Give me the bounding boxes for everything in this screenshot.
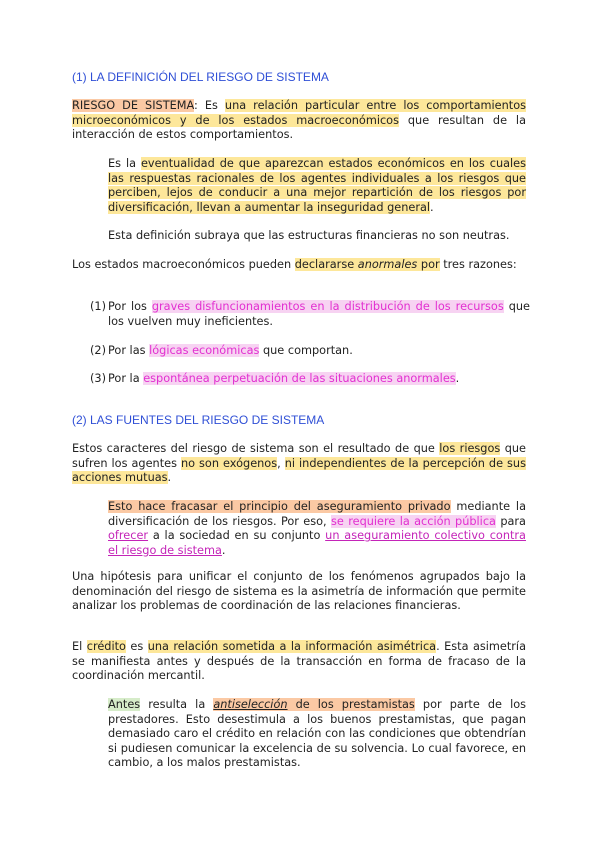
antes-highlight: Antes	[108, 698, 141, 711]
reason-number: (1)	[90, 300, 107, 313]
informacion-asimetrica-highlight: una relación sometida a la información asimétrica	[147, 640, 437, 653]
reason-number: (2)	[90, 344, 107, 357]
antiseleccion-quote: Antes resulta la antiselección de los prestamistas por parte de los prestadores. Esto desestimula a los buenos prestamistas, que pagan demasiado caro el crédito en relación con las condiciones que obtendrían si pudiesen comunicar la excelencia de su solvencia. Lo cual favorece, en cambio, a los malos prestamistas.	[108, 698, 527, 770]
reason-highlight: lógicas económicas	[149, 344, 260, 357]
sources-quote: Esto hace fracasar el principio del aseguramiento privado mediante la diversificación de los riesgos. Por eso, se requiere la acción pública para ofrecer a la sociedad en su conjunto un aseguramiento colectivo contra el riesgo de sistema.	[108, 500, 526, 557]
credit-paragraph: El crédito es una relación sometida a la información asimétrica. Esta asimetría se manifiesta antes y después de la transacción en forma de fracaso de la coordinación mercantil.	[72, 640, 526, 683]
reasons-intro: Los estados macroeconómicos pueden declararse anormales por tres razones:	[72, 258, 517, 271]
ofrecer-link: ofrecer	[108, 529, 149, 543]
no-exogenos-highlight: no son exógenos	[180, 456, 278, 470]
term-riesgo-de-sistema: RIESGO DE SISTEMA	[72, 99, 195, 112]
definition-highlight: una relación particular entre los comportamientos microeconómicos y de los estados macroeconómicos	[72, 99, 526, 127]
reason-item-1: (1) Por los graves disfuncionamientos en la distribución de los recursos que los vuelven muy ineficientes.	[90, 300, 530, 328]
declararse-anormales-highlight: declararse anormales por	[294, 258, 440, 271]
ni-independientes-highlight: ni independientes de la percepción de sus acciones mutuas	[72, 456, 526, 485]
eventualidad-highlight: eventualidad de que aparezcan estados económicos en los cuales las respuestas racionales de los agentes individuales a los riesgos que perciben, lejos de conducir a una mejor repartición de los riesgos por diversificación, llevan a aumentar la inseguridad general	[108, 157, 526, 214]
los-riesgos-highlight: los riesgos	[439, 442, 501, 455]
reason-highlight: espontánea perpetuación de las situaciones anormales	[143, 372, 456, 385]
sources-paragraph: Estos caracteres del riesgo de sistema son el resultado de que los riesgos que sufren los agentes no son exógenos, ni independientes de la percepción de sus acciones mutuas.	[72, 442, 526, 485]
reason-item-2: (2) Por las lógicas económicas que comportan.	[90, 344, 353, 357]
definition-quote: Es la eventualidad de que aparezcan estados económicos en los cuales las respuestas racionales de los agentes individuales a los riesgos que perciben, lejos de conducir a una mejor repartición de los riesgos por diversificación, llevan a aumentar la inseguridad general.	[108, 157, 526, 214]
section-1-heading: (1) LA DEFINICIÓN DEL RIESGO DE SISTEMA	[72, 70, 329, 84]
reason-number: (3)	[90, 372, 107, 385]
reason-highlight: graves disfuncionamientos en la distribución de los recursos	[151, 300, 504, 313]
definition-note: Esta definición subraya que las estructuras financieras no son neutras.	[108, 229, 510, 242]
credito-highlight: crédito	[86, 640, 126, 653]
hypothesis-paragraph: Una hipótesis para unificar el conjunto de los fenómenos agrupados bajo la denominación del riesgo de sistema es la asimetría de información que permite analizar los problemas de coordinación de las relaciones financieras.	[72, 570, 526, 613]
aseguramiento-colectivo-link: un aseguramiento colectivo contra el riesgo de sistema	[108, 529, 526, 557]
section-2-heading: (2) LAS FUENTES DEL RIESGO DE SISTEMA	[72, 413, 325, 427]
antiseleccion-highlight: antiselección de los prestamistas	[213, 698, 415, 711]
accion-publica-highlight: se requiere la acción pública	[331, 514, 496, 528]
definition-paragraph: RIESGO DE SISTEMA: Es una relación particular entre los comportamientos microeconómicos y de los estados macroeconómicos que resultan de la interacción de estos comportamientos.	[72, 99, 526, 142]
reason-item-3: (3) Por la espontánea perpetuación de las situaciones anormales.	[90, 372, 460, 385]
fracasar-highlight: Esto hace fracasar el principio del aseguramiento privado	[108, 500, 451, 513]
